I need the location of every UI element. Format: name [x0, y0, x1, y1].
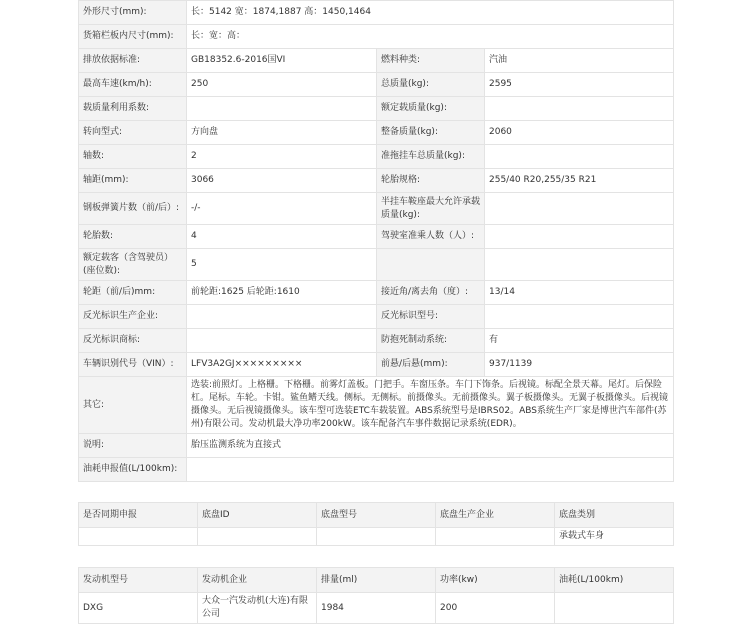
- engine-header-cell: 功率(kw): [436, 568, 555, 593]
- chassis-header-row: [79, 503, 674, 528]
- param-label: 轴数:: [79, 145, 187, 169]
- param-label: 钢板弹簧片数（前/后）:: [79, 193, 187, 225]
- param-value: 有: [485, 329, 674, 353]
- param-value: [187, 458, 674, 482]
- engine-row: [79, 593, 674, 624]
- engine-header-row: [79, 568, 674, 593]
- param-value: 5: [187, 249, 377, 281]
- chassis-header-cell: 是否同期申报: [79, 503, 198, 528]
- engine-cell: 200: [436, 593, 555, 624]
- vehicle-params-table: [78, 0, 674, 482]
- engine-header-cell: 发动机型号: [79, 568, 198, 593]
- param-row: [79, 281, 674, 305]
- param-value: [485, 225, 674, 249]
- param-label: 反光标识商标:: [79, 329, 187, 353]
- param-label: 说明:: [79, 434, 187, 458]
- param-value: [485, 145, 674, 169]
- param-label: 轴距(mm):: [79, 169, 187, 193]
- param-label: 额定载质量(kg):: [377, 97, 485, 121]
- engine-cell: 1984: [317, 593, 436, 624]
- param-row: [79, 434, 674, 458]
- param-label: 车辆识别代号（VIN）:: [79, 353, 187, 377]
- param-row: [79, 249, 674, 281]
- param-value: 2: [187, 145, 377, 169]
- engine-header-cell: 排量(ml): [317, 568, 436, 593]
- param-row: [79, 73, 674, 97]
- chassis-cell: 承载式车身: [555, 528, 674, 546]
- param-row: [79, 353, 674, 377]
- param-value: [485, 193, 674, 225]
- param-label: 轮胎数:: [79, 225, 187, 249]
- engine-table: [78, 567, 674, 624]
- chassis-header-cell: 底盘类别: [555, 503, 674, 528]
- param-value: -/-: [187, 193, 377, 225]
- param-value: LFV3A2GJ×××××××××: [187, 353, 377, 377]
- param-label: 排放依据标准:: [79, 49, 187, 73]
- param-value: [187, 329, 377, 353]
- param-row: [79, 458, 674, 482]
- param-label: [377, 249, 485, 281]
- chassis-table: [78, 502, 674, 546]
- param-value: 2595: [485, 73, 674, 97]
- param-label: 反光标识生产企业:: [79, 305, 187, 329]
- chassis-cell: [198, 528, 317, 546]
- engine-cell: DXG: [79, 593, 198, 624]
- engine-cell: 大众一汽发动机(大连)有限公司: [198, 593, 317, 624]
- param-value: [187, 97, 377, 121]
- param-value: 胎压监测系统为直接式: [187, 434, 674, 458]
- param-row: [79, 377, 674, 434]
- param-label: 外形尺寸(mm):: [79, 1, 187, 25]
- param-row: [79, 193, 674, 225]
- engine-header-cell: 发动机企业: [198, 568, 317, 593]
- param-label: 其它:: [79, 377, 187, 434]
- param-value: 长：5142 宽：1874,1887 高：1450,1464: [187, 1, 674, 25]
- param-row: [79, 49, 674, 73]
- chassis-row: [79, 528, 674, 546]
- param-label: 防抱死制动系统:: [377, 329, 485, 353]
- param-label: 货箱栏板内尺寸(mm):: [79, 25, 187, 49]
- param-value: 4: [187, 225, 377, 249]
- param-value: [485, 305, 674, 329]
- param-label: 整备质量(kg):: [377, 121, 485, 145]
- chassis-cell: [317, 528, 436, 546]
- param-label: 最高车速(km/h):: [79, 73, 187, 97]
- param-row: [79, 1, 674, 25]
- param-value: [485, 249, 674, 281]
- param-value: [485, 97, 674, 121]
- param-value: 汽油: [485, 49, 674, 73]
- param-value: 方向盘: [187, 121, 377, 145]
- param-value: [187, 305, 377, 329]
- param-value: 3066: [187, 169, 377, 193]
- chassis-cell: [436, 528, 555, 546]
- param-value: 前轮距:1625 后轮距:1610: [187, 281, 377, 305]
- param-row: [79, 169, 674, 193]
- param-label: 轮距（前/后)mm:: [79, 281, 187, 305]
- param-row: [79, 329, 674, 353]
- param-row: [79, 121, 674, 145]
- param-value: 937/1139: [485, 353, 674, 377]
- param-value: 13/14: [485, 281, 674, 305]
- param-label: 驾驶室准乘人数（人）:: [377, 225, 485, 249]
- param-label: 前悬/后悬(mm):: [377, 353, 485, 377]
- param-row: [79, 25, 674, 49]
- param-label: 转向型式:: [79, 121, 187, 145]
- param-label: 油耗申报值(L/100km):: [79, 458, 187, 482]
- param-row: [79, 305, 674, 329]
- chassis-header-cell: 底盘生产企业: [436, 503, 555, 528]
- chassis-cell: [79, 528, 198, 546]
- param-label: 准拖挂车总质量(kg):: [377, 145, 485, 169]
- engine-header-cell: 油耗(L/100km): [555, 568, 674, 593]
- param-label: 额定载客（含驾驶员）(座位数):: [79, 249, 187, 281]
- param-value: GB18352.6-2016国VI: [187, 49, 377, 73]
- param-value: 250: [187, 73, 377, 97]
- param-label: 轮胎规格:: [377, 169, 485, 193]
- param-row: [79, 225, 674, 249]
- param-row: [79, 97, 674, 121]
- param-value: 选装:前照灯。上格栅。下格栅。前雾灯盖板。门把手。车窗压条。车门下饰条。后视镜。标配全景天幕。尾灯。后保险杠。尾标。车轮。卡钳。鲨鱼鳍天线。侧标。无侧标。前摄像头。无前摄像头。翼子板摄像头。无翼子板摄像头。后视镜摄像头。无后视镜摄像头。该车型可选装ETC车载装置。ABS系统型号是IBRS02。ABS系统生产厂家是博世汽车部件(苏州)有限公司。发动机最大净功率200kW。该车配备汽车事件数据记录系统(EDR)。: [187, 377, 674, 434]
- param-label: 反光标识型号:: [377, 305, 485, 329]
- param-value: 2060: [485, 121, 674, 145]
- param-value: 255/40 R20,255/35 R21: [485, 169, 674, 193]
- param-label: 接近角/离去角（度）:: [377, 281, 485, 305]
- param-value: 长：宽：高：: [187, 25, 674, 49]
- engine-cell: [555, 593, 674, 624]
- param-label: 总质量(kg):: [377, 73, 485, 97]
- chassis-header-cell: 底盘型号: [317, 503, 436, 528]
- chassis-header-cell: 底盘ID: [198, 503, 317, 528]
- param-label: 载质量利用系数:: [79, 97, 187, 121]
- param-label: 半挂车鞍座最大允许承载质量(kg):: [377, 193, 485, 225]
- param-label: 燃料种类:: [377, 49, 485, 73]
- param-row: [79, 145, 674, 169]
